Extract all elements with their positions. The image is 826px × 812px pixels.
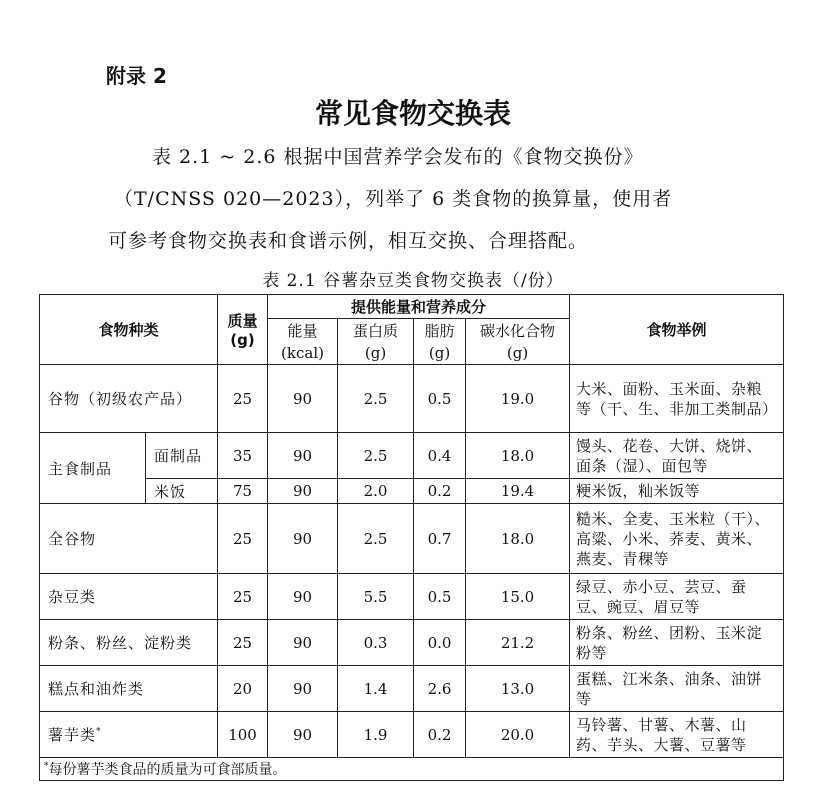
- row-subcategory: 面制品: [146, 433, 218, 479]
- row-protein: 2.5: [338, 365, 414, 433]
- row-energy: 90: [268, 433, 338, 479]
- row-fat: 0.7: [414, 504, 466, 574]
- row-energy: 90: [268, 620, 338, 666]
- intro-line-3: 可参考食物交换表和食谱示例，相互交换、合理搭配。: [108, 230, 589, 252]
- header-energy-label: 能量: [287, 321, 318, 340]
- row-fat: 0.5: [414, 365, 466, 433]
- row-mass: 25: [218, 504, 268, 574]
- row-mass: 25: [218, 620, 268, 666]
- header-category: 食物种类: [40, 295, 218, 365]
- header-protein-label: 蛋白质: [353, 321, 399, 340]
- header-fat-label: 脂肪: [424, 321, 455, 340]
- footnote-marker: *: [44, 761, 49, 772]
- header-protein-unit: (g): [364, 343, 387, 362]
- row-carb: 19.0: [466, 365, 570, 433]
- row-examples: 蛋糕、江米条、油条、油饼等: [570, 666, 784, 712]
- row-energy: 90: [268, 504, 338, 574]
- row-carb: 19.4: [466, 479, 570, 504]
- row-examples: 粉条、粉丝、团粉、玉米淀粉等: [570, 620, 784, 666]
- table-row: [40, 620, 784, 666]
- intro-line-1: 表 2.1 ~ 2.6 根据中国营养学会发布的《食物交换份》: [152, 146, 644, 168]
- header-mass-unit: (g): [230, 331, 255, 349]
- table-caption: 表 2.1 谷薯杂豆类食物交换表（/份）: [262, 271, 564, 291]
- row-examples: 馒头、花卷、大饼、烧饼、面条（湿）、面包等: [570, 433, 784, 479]
- intro-paragraph: [108, 136, 728, 262]
- footnote-marker: *: [96, 727, 102, 737]
- row-mass: 100: [218, 712, 268, 758]
- row-protein: 2.5: [338, 433, 414, 479]
- row-category: 糕点和油炸类: [40, 666, 218, 712]
- header-mass: [218, 295, 268, 365]
- row-mass: 25: [218, 365, 268, 433]
- row-fat: 0.2: [414, 479, 466, 504]
- row-mass: 75: [218, 479, 268, 504]
- header-carb-unit: (g): [506, 343, 529, 362]
- row-examples: 粳米饭，籼米饭等: [570, 479, 784, 504]
- row-carb: 15.0: [466, 574, 570, 620]
- appendix-label: 附录 2: [106, 64, 167, 88]
- row-protein: 2.5: [338, 504, 414, 574]
- row-examples: 大米、面粉、玉米面、杂粮等（干、生、非加工类制品）: [570, 365, 784, 433]
- table-row: [40, 504, 784, 574]
- footnote-text: 每份薯芋类食品的质量为可食部质量。: [48, 762, 287, 778]
- page-title: 常见食物交换表: [314, 97, 511, 130]
- row-carb: 18.0: [466, 433, 570, 479]
- row-category-text: 薯芋类: [48, 726, 97, 744]
- row-carb: 20.0: [466, 712, 570, 758]
- table-row: [40, 574, 784, 620]
- footnote-row: [40, 758, 784, 781]
- row-energy: 90: [268, 712, 338, 758]
- table-row: [40, 666, 784, 712]
- row-category: 杂豆类: [40, 574, 218, 620]
- row-subcategory: 米饭: [146, 479, 218, 504]
- row-examples: 马铃薯、甘薯、木薯、山药、芋头、大薯、豆薯等: [570, 712, 784, 758]
- row-energy: 90: [268, 365, 338, 433]
- food-exchange-table: [39, 294, 784, 781]
- row-energy: 90: [268, 574, 338, 620]
- header-energy: [268, 319, 338, 365]
- row-protein: 5.5: [338, 574, 414, 620]
- table-row: [40, 479, 784, 504]
- row-carb: 13.0: [466, 666, 570, 712]
- header-fat: [414, 319, 466, 365]
- row-fat: 0.0: [414, 620, 466, 666]
- row-category: 谷物（初级农产品）: [40, 365, 218, 433]
- header-mass-label: 质量: [227, 312, 258, 330]
- row-protein: 1.9: [338, 712, 414, 758]
- header-carb: [466, 319, 570, 365]
- row-protein: 1.4: [338, 666, 414, 712]
- header-nutrition-group: 提供能量和营养成分: [268, 295, 570, 319]
- row-energy: 90: [268, 666, 338, 712]
- row-mass: 20: [218, 666, 268, 712]
- row-mass: 25: [218, 574, 268, 620]
- header-examples: 食物举例: [570, 295, 784, 365]
- table-row: [40, 712, 784, 758]
- row-examples: 绿豆、赤小豆、芸豆、蚕豆、豌豆、眉豆等: [570, 574, 784, 620]
- header-carb-label: 碳水化合物: [480, 321, 556, 340]
- header-energy-unit: (kcal): [281, 343, 324, 362]
- row-examples: 糙米、全麦、玉米粒（干）、高粱、小米、荞麦、黄米、燕麦、青稞等: [570, 504, 784, 574]
- row-energy: 90: [268, 479, 338, 504]
- row-protein: 2.0: [338, 479, 414, 504]
- row-fat: 0.5: [414, 574, 466, 620]
- intro-line-2: （T/CNSS 020—2023），列举了 6 类食物的换算量，使用者: [114, 188, 673, 210]
- row-protein: 0.3: [338, 620, 414, 666]
- row-category: 主食制品: [40, 433, 146, 504]
- row-category: [40, 712, 218, 758]
- table-row: [40, 433, 784, 479]
- header-fat-unit: (g): [428, 343, 451, 362]
- row-fat: 2.6: [414, 666, 466, 712]
- row-fat: 0.4: [414, 433, 466, 479]
- row-mass: 35: [218, 433, 268, 479]
- table-footnote: [40, 758, 784, 781]
- row-category: 全谷物: [40, 504, 218, 574]
- row-carb: 18.0: [466, 504, 570, 574]
- row-category: 粉条、粉丝、淀粉类: [40, 620, 218, 666]
- table-row: [40, 365, 784, 433]
- row-fat: 0.2: [414, 712, 466, 758]
- header-protein: [338, 319, 414, 365]
- row-carb: 21.2: [466, 620, 570, 666]
